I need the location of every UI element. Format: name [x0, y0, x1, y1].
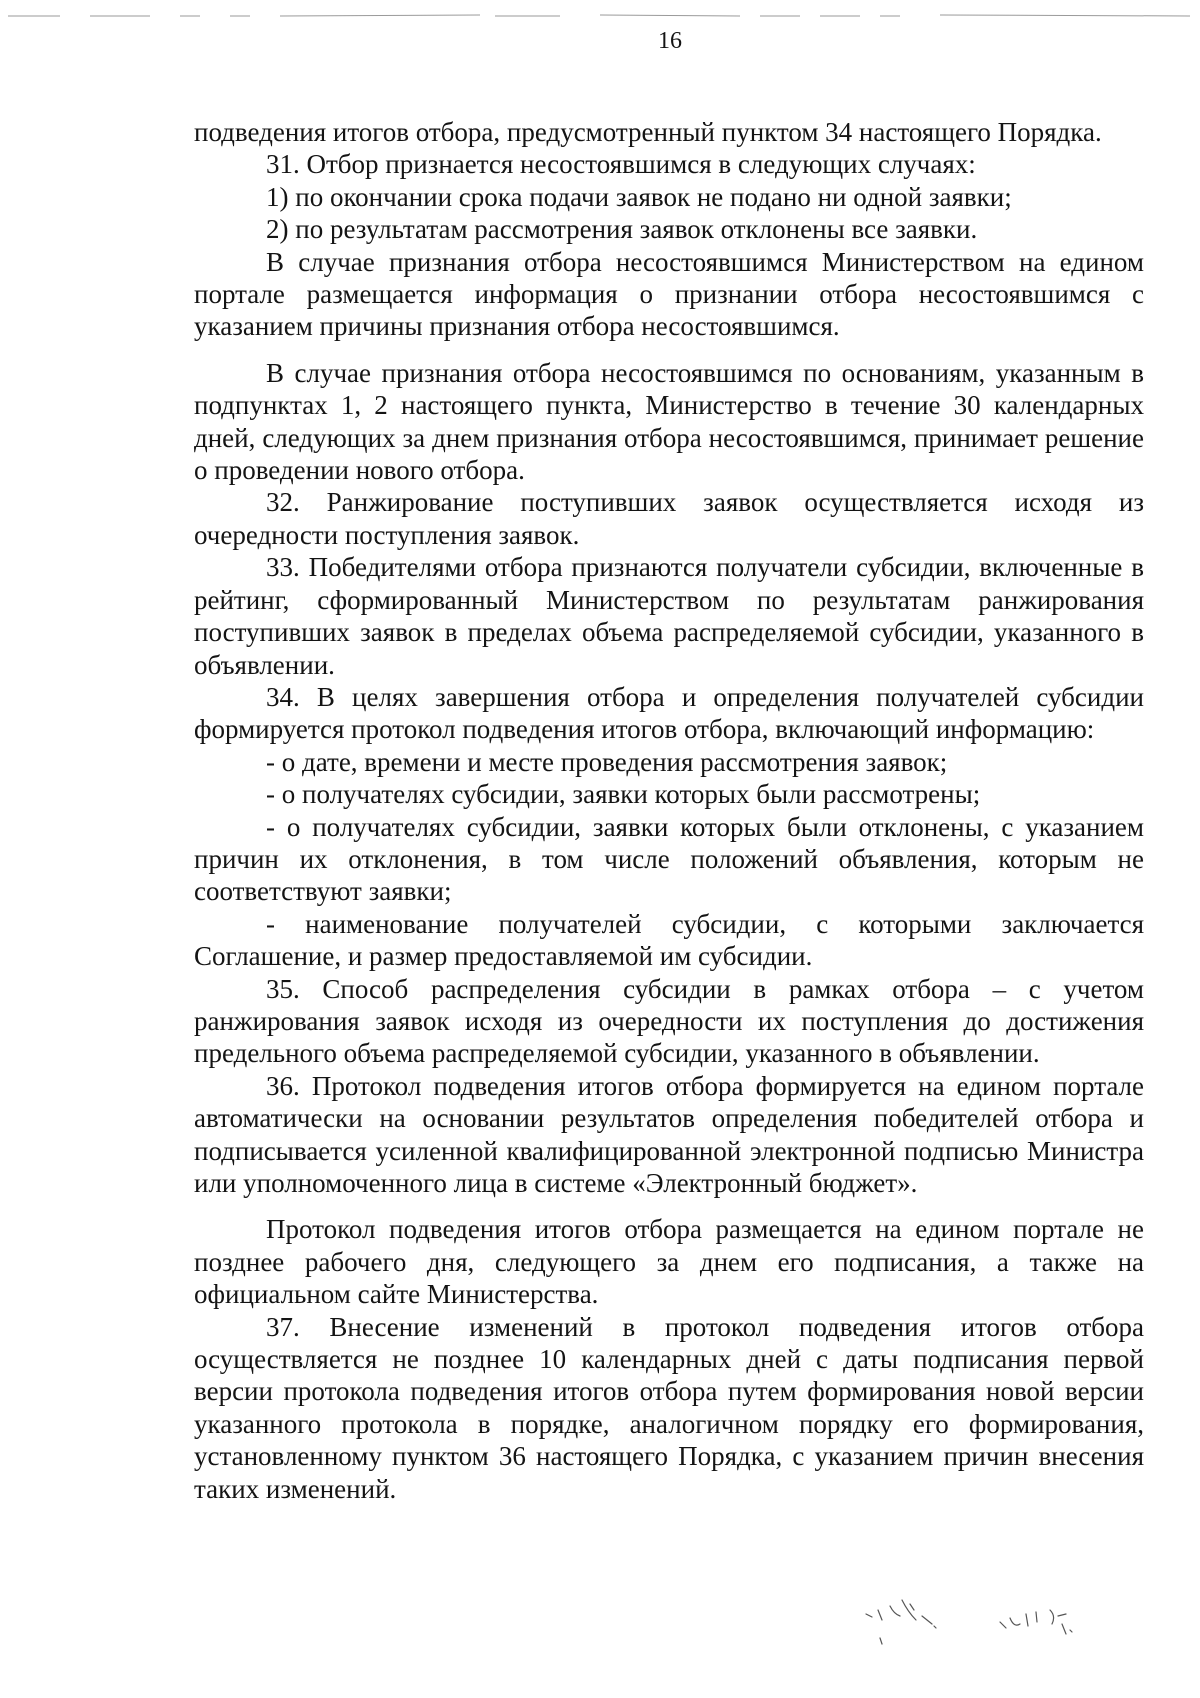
paragraph: 35. Способ распределения субсидии в рамках отбора – с учетом ранжирования заявок исходя из очередности их поступления до достижения предельного объема распределяемой субсидии, указанного в объявлении.	[194, 973, 1144, 1069]
page-number: 16	[658, 28, 682, 54]
paragraph: В случае признания отбора несостоявшимся Министерством на едином портале размещается информация о признании отбора несостоявшимся с указанием причины признания отбора несостоявшимся.	[194, 246, 1144, 342]
scan-edge-artifact	[0, 12, 1200, 20]
paragraph: 36. Протокол подведения итогов отбора формируется на едином портале автоматически на основании результатов определения победителей отбора и подписывается усиленной квалифицированной электронной подписью Министра или уполномоченного лица в системе «Электронный бюджет».	[194, 1070, 1144, 1198]
paragraph: подведения итогов отбора, предусмотренный пунктом 34 настоящего Порядка.	[194, 117, 1102, 147]
document-body	[194, 116, 1144, 1505]
paragraph: 37. Внесение изменений в протокол подведения итогов отбора осуществляется не позднее 10 календарных дней с даты подписания первой версии протокола подведения итогов отбора путем формирования новой версии указанного протокола в порядке, аналогичном порядку его формирования, установленному пунктом 36 настоящего Порядка, с указанием причин внесения таких изменений.	[194, 1311, 1144, 1504]
paragraph: Протокол подведения итогов отбора размещается на едином портале не позднее рабочего дня, следующего за днем его подписания, а также на официальном сайте Министерства.	[194, 1214, 1144, 1310]
paragraph: 2) по результатам рассмотрения заявок отклонены все заявки.	[266, 214, 978, 245]
paragraph: - о получателях субсидии, заявки которых были отклонены, с указанием причин их отклонения, в том числе положений объявления, которым не соответствуют заявки;	[194, 811, 1144, 907]
paragraph: 1) по окончании срока подачи заявок не подано ни одной заявки;	[266, 181, 1012, 212]
paragraph: - о дате, времени и месте проведения рассмотрения заявок;	[266, 746, 948, 777]
paragraph: 31. Отбор признается несостоявшимся в следующих случаях:	[266, 149, 976, 180]
paragraph: 33. Победителями отбора признаются получатели субсидии, включенные в рейтинг, сформированный Министерством по результатам ранжирования поступивших заявок в пределах объема распределяемой субсидии, указанного в объявлении.	[194, 552, 1144, 680]
paragraph: - наименование получателей субсидии, с которыми заключается Соглашение, и размер предоставляемой им субсидии.	[194, 908, 1144, 972]
paragraph: 34. В целях завершения отбора и определения получателей субсидии формируется протокол подведения итогов отбора, включающий информацию:	[194, 681, 1144, 745]
paragraph: В случае признания отбора несостоявшимся по основаниям, указанным в подпунктах 1, 2 настоящего пункта, Министерство в течение 30 календарных дней, следующих за днем признания отбора несостоявшимся, принимает решение о проведении нового отбора.	[194, 357, 1144, 486]
paragraph: - о получателях субсидии, заявки которых были рассмотрены;	[266, 779, 981, 810]
handwritten-marks	[850, 1586, 1150, 1666]
paragraph: 32. Ранжирование поступивших заявок осуществляется исходя из очередности поступления заявок.	[194, 487, 1144, 550]
